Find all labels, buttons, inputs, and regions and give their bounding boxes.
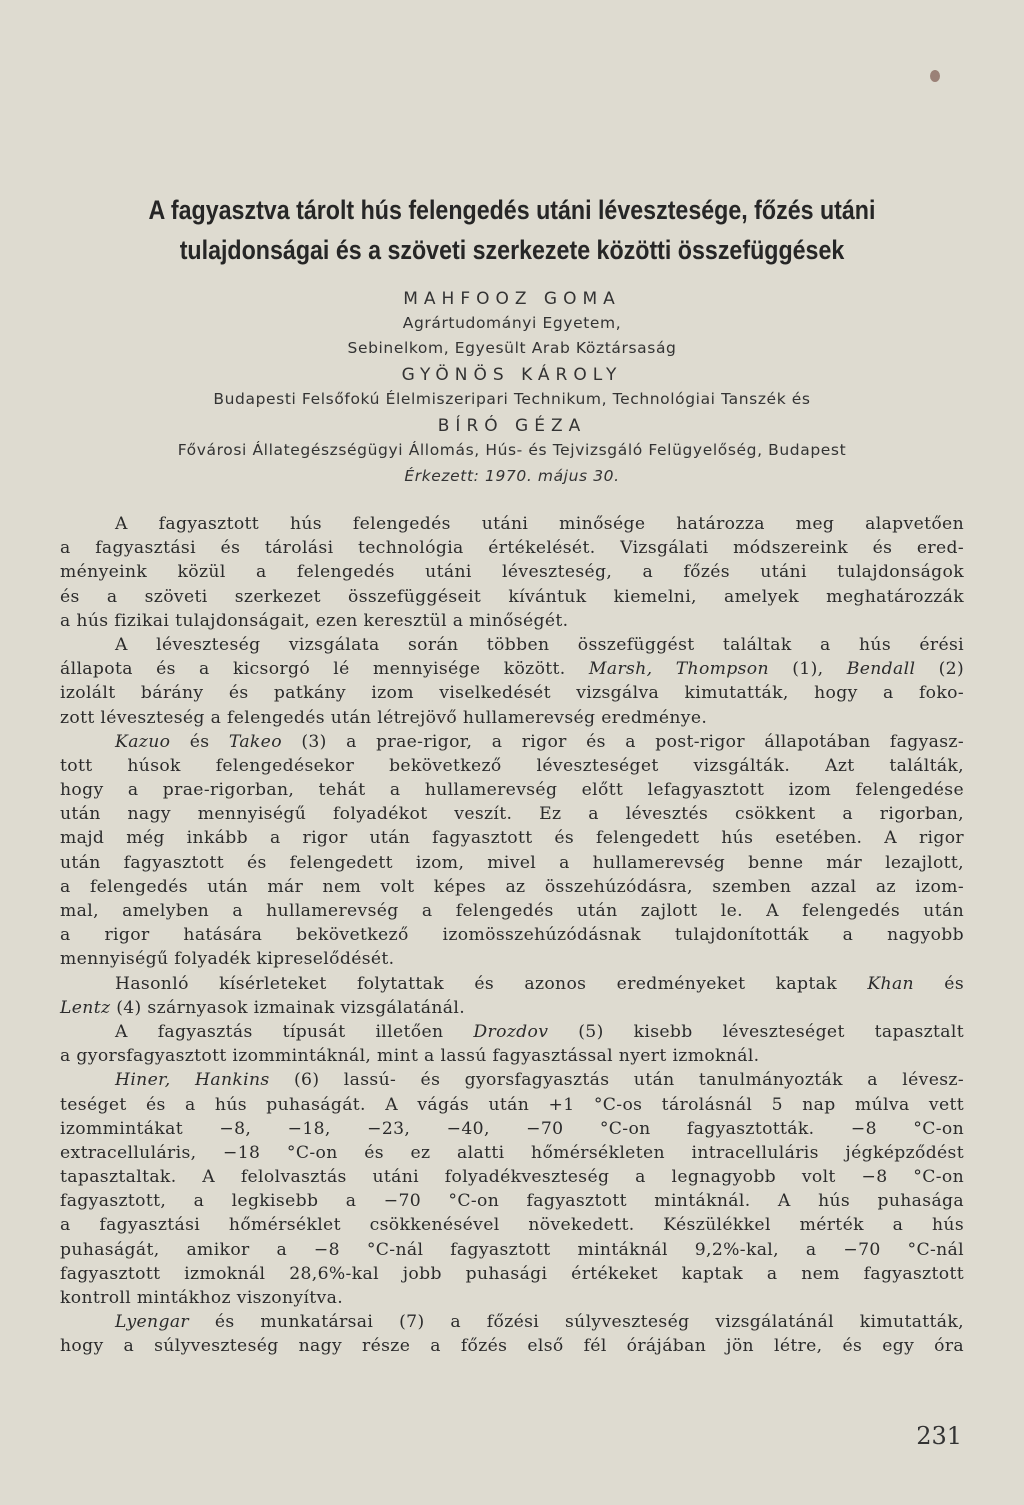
text-line — [60, 1310, 964, 1334]
text-fragment: (3) a prae-rigor, a rigor és a post-rigor állapotában fagyasz- — [281, 731, 964, 752]
ink-speck — [930, 70, 940, 82]
text-line: puhaságát, amikor a −8 °C-nál fagyasztott mintáknál 9,2%-kal, a −70 °C-nál — [60, 1239, 964, 1260]
text-line: mennyiségű folyadék kipreselődését. — [60, 949, 395, 970]
text-line: extracelluláris, −18 °C-on és ez alatti hőmérsékleten intracelluláris jégképződést — [60, 1142, 964, 1163]
author-affiliation: Budapesti Felsőfokú Élelmiszeripari Technikum, Technológiai Tanszék és — [213, 390, 811, 408]
cited-author: Lyengar — [115, 1312, 189, 1333]
text-line: tapasztaltak. A felolvasztás utáni folyadékveszteség a legnagyobb volt −8 °C-on — [60, 1167, 964, 1188]
title-line: tulajdonságai és a szöveti szerkezete közötti összefüggések — [179, 235, 845, 265]
text-line: izommintákat −8, −18, −23, −40, −70 °C-on fagyasztották. −8 °C-on — [60, 1118, 964, 1139]
text-line: ményeink közül a felengedés utáni léveszteség, a főzés utáni tulajdonságok — [60, 562, 964, 583]
cited-author: Bendall — [846, 659, 916, 680]
text-line: teséget és a hús puhaságát. A vágás után +1 °C-os tárolásnál 5 nap múlva vett — [60, 1094, 964, 1115]
title-line: A fagyasztva tárolt hús felengedés utáni lévesztesége, főzés utáni — [148, 195, 876, 225]
text-line: után nagy mennyiségű folyadékot veszít. Ez a lévesztés csökkent a rigorban, — [60, 804, 964, 825]
text-line — [60, 1068, 964, 1092]
text-fragment: Hasonló kísérleteket folytattak és azonos eredményeket kaptak — [115, 973, 868, 994]
text-fragment: A fagyasztás típusát illetően — [115, 1021, 474, 1042]
cited-author: Hiner, Hankins — [115, 1070, 270, 1091]
received-date: Érkezett: 1970. május 30. — [404, 467, 620, 485]
text-line: mal, amelyben a hullamerevség a felengedés után zajlott le. A felengedés után — [60, 901, 964, 921]
cited-author: Drozdov — [473, 1021, 549, 1042]
text-fragment: (5) kisebb léveszteséget tapasztalt — [548, 1021, 964, 1042]
text-line — [60, 1020, 964, 1044]
text-line: hogy a súlyveszteség nagy része a főzés első fél órájában jön létre, és egy óra — [60, 1336, 964, 1357]
text-fragment: és — [170, 731, 229, 752]
text-fragment: (6) lassú- és gyorsfagyasztás után tanulmányozták a lévesz- — [269, 1070, 964, 1091]
text-line: után fagyasztott és felengedett izom, mivel a hullamerevség benne már lezajlott, — [60, 852, 964, 873]
cited-author: Kazuo — [115, 731, 171, 752]
text-line: A léveszteség vizsgálata során többen összefüggést találtak a hús érési — [115, 634, 964, 655]
text-fragment: és munkatársai (7) a főzési súlyveszteség vizsgálatánál kimutatták, — [188, 1312, 964, 1333]
text-line: a gyorsfagyasztott izommintáknál, mint a lassú fagyasztással nyert izmoknál. — [60, 1046, 760, 1067]
text-line — [60, 730, 964, 754]
author-name: MAHFOOZ GOMA — [403, 289, 621, 309]
text-line — [60, 657, 964, 681]
text-fragment: állapota és a kicsorgó lé mennyisége között. — [60, 659, 589, 680]
text-line: majd még inkább a rigor után fagyasztott és felengedett hús esetében. A rigor — [60, 828, 964, 849]
text-line: zott léveszteség a felengedés után létrejövő hullamerevség eredménye. — [60, 707, 708, 728]
text-line: fagyasztott izmoknál 28,6%-kal jobb puhasági értékeket kaptak a nem fagyasztott — [60, 1263, 964, 1284]
text-line: a fagyasztási hőmérséklet csökkenésével növekedett. Készülékkel mérték a hús — [60, 1215, 964, 1236]
text-line: a rigor hatására bekövetkező izomösszehúzódásnak tulajdonították a nagyobb — [60, 925, 964, 946]
author-affiliation: Fővárosi Állategészségügyi Állomás, Hús- és Tejvizsgáló Felügyelőség, Budapest — [177, 441, 847, 459]
cited-author: Takeo — [228, 731, 282, 752]
page-number: 231 — [916, 1422, 962, 1450]
author-name: GYÖNÖS KÁROLY — [401, 365, 623, 385]
text-line: fagyasztott, a legkisebb a −70 °C-on fagyasztott mintáknál. A hús puhasága — [60, 1191, 964, 1212]
cited-author: Lentz — [60, 997, 111, 1018]
text-fragment: (4) szárnyasok izmainak vizsgálatánál. — [110, 997, 466, 1018]
author-name: BÍRÓ GÉZA — [437, 416, 587, 436]
text-line: kontroll mintákhoz viszonyítva. — [60, 1288, 344, 1308]
author-affiliation: Sebinelkom, Egyesült Arab Köztársaság — [347, 339, 677, 357]
text-line: izolált bárány és patkány izom viselkedését vizsgálva kimutatták, hogy a foko- — [60, 683, 964, 704]
text-line: a fagyasztási és tárolási technológia értékelését. Vizsgálati módszereink és ered- — [60, 538, 964, 559]
text-line — [60, 996, 964, 1020]
article-body — [60, 512, 964, 1359]
author-affiliation: Agrártudományi Egyetem, — [402, 314, 622, 332]
text-fragment: (1), — [768, 659, 847, 680]
article-title — [123, 190, 900, 270]
cited-author: Marsh, Thompson — [588, 659, 769, 680]
text-fragment: és — [913, 973, 964, 994]
text-line: A fagyasztott hús felengedés utáni minősége határozza meg alapvetően — [115, 514, 964, 534]
text-line — [60, 972, 964, 996]
text-line: a hús fizikai tulajdonságait, ezen keresztül a minőségét. — [60, 610, 569, 631]
author-block — [60, 285, 964, 489]
text-line: a felengedés után már nem volt képes az összehúzódásra, szemben azzal az izom- — [60, 876, 964, 897]
text-fragment: (2) — [915, 659, 964, 680]
cited-author: Khan — [867, 973, 914, 994]
text-line: hogy a prae-rigorban, tehát a hullamerevség előtt lefagyasztott izom felengedése — [60, 780, 964, 801]
text-line: tott húsok felengedésekor bekövetkező léveszteséget vizsgálták. Azt találták, — [60, 755, 964, 776]
text-line: és a szöveti szerkezet összefüggéseit kívántuk kiemelni, amelyek meghatározzák — [60, 586, 964, 607]
